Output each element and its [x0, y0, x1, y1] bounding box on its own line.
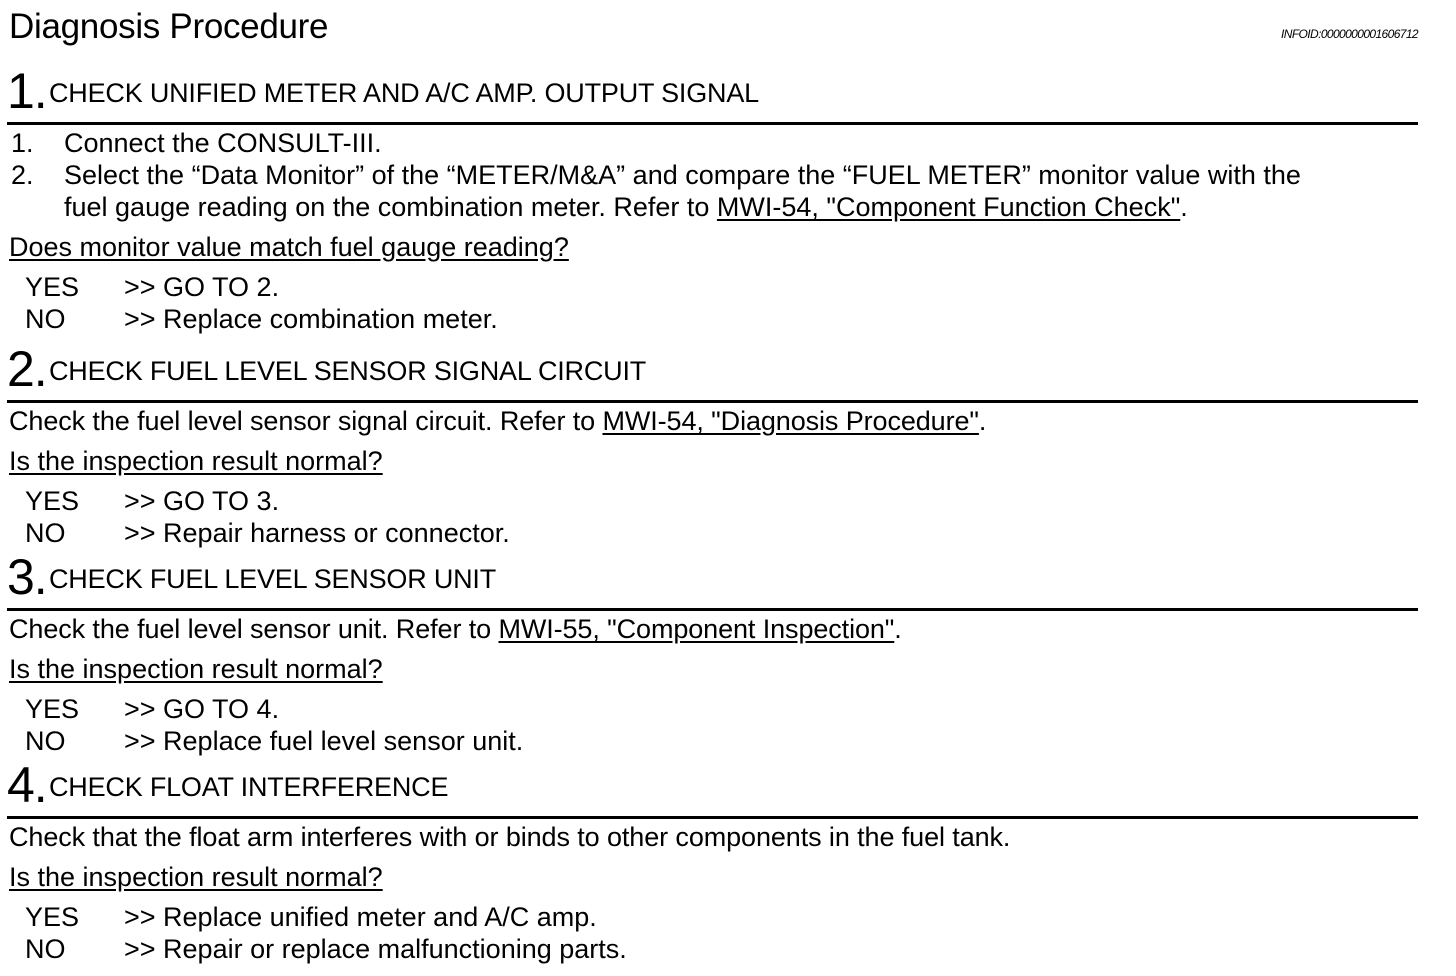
answer-text: >> GO TO 3. — [124, 486, 280, 516]
step-2 — [7, 342, 1419, 549]
info-id: INFOID:0000000001606712 — [1281, 27, 1418, 41]
step-body — [7, 405, 1419, 437]
answer-text: >> Replace combination meter. — [124, 304, 498, 334]
list-item — [7, 127, 1419, 159]
list-item — [7, 159, 1419, 223]
list-text: Select the “Data Monitor” of the “METER/M&A” and compare the “FUEL METER” monitor value with the — [64, 160, 1301, 190]
punctuation: . — [894, 614, 902, 644]
answer-text: >> GO TO 4. — [124, 694, 280, 724]
punctuation: . — [1180, 192, 1188, 222]
list-number: 2. — [11, 160, 34, 190]
question: Is the inspection result normal? — [9, 862, 383, 892]
divider — [7, 816, 1418, 819]
answer-key: NO — [25, 518, 66, 548]
answer-key: YES — [25, 902, 80, 932]
answer-key: NO — [25, 304, 66, 334]
answer-key: NO — [25, 934, 66, 964]
list-text: Connect the CONSULT-III. — [64, 128, 382, 158]
step-3 — [7, 550, 1419, 757]
answer-text: >> Replace fuel level sensor unit. — [124, 726, 524, 756]
step-title: CHECK FUEL LEVEL SENSOR UNIT — [49, 564, 497, 594]
page-title: Diagnosis Procedure — [9, 7, 329, 46]
reference-link[interactable]: MWI-55, "Component Inspection" — [498, 614, 895, 644]
step-header — [7, 64, 1419, 118]
list-text-continued: fuel gauge reading on the combination meter. Refer to — [64, 192, 717, 222]
step-body — [7, 613, 1419, 645]
step-4 — [7, 758, 1419, 965]
answer-no — [7, 725, 1419, 757]
answer-yes — [7, 693, 1419, 725]
punctuation: . — [978, 406, 987, 436]
step-title: CHECK UNIFIED METER AND A/C AMP. OUTPUT SIGNAL — [49, 78, 759, 108]
step-header — [7, 342, 1419, 396]
answers — [7, 901, 1419, 965]
answer-text: >> Replace unified meter and A/C amp. — [124, 902, 597, 932]
reference-link[interactable]: MWI-54, "Diagnosis Procedure" — [602, 406, 979, 436]
answers — [7, 485, 1419, 549]
question: Is the inspection result normal? — [9, 654, 383, 684]
answer-text: >> Repair harness or connector. — [124, 518, 510, 548]
answer-text: >> GO TO 2. — [124, 272, 280, 302]
step-number: 1. — [7, 63, 47, 119]
answer-no — [7, 933, 1419, 965]
answer-key: NO — [25, 726, 66, 756]
answer-key: YES — [25, 272, 80, 302]
divider — [7, 122, 1418, 125]
answers — [7, 693, 1419, 757]
divider — [7, 400, 1418, 403]
step-number: 4. — [7, 757, 47, 813]
answer-yes — [7, 485, 1419, 517]
answer-text: >> Repair or replace malfunctioning parts. — [124, 934, 627, 964]
step-header — [7, 758, 1419, 812]
body-text: Check the fuel level sensor signal circuit. Refer to — [9, 406, 603, 436]
step-header — [7, 550, 1419, 604]
divider — [7, 608, 1418, 611]
question: Is the inspection result normal? — [9, 446, 383, 476]
body-text: Check the fuel level sensor unit. Refer to — [9, 614, 499, 644]
step-title: CHECK FUEL LEVEL SENSOR SIGNAL CIRCUIT — [49, 356, 647, 386]
answer-no — [7, 303, 1419, 335]
list-number: 1. — [11, 128, 34, 158]
answer-key: YES — [25, 694, 80, 724]
answers — [7, 271, 1419, 335]
question: Does monitor value match fuel gauge reading? — [9, 232, 569, 262]
answer-yes — [7, 901, 1419, 933]
step-number: 2. — [7, 341, 47, 397]
answer-no — [7, 517, 1419, 549]
step-body: Check that the float arm interferes with or binds to other components in the fuel tank. — [9, 822, 1011, 852]
answer-yes — [7, 271, 1419, 303]
step-1 — [7, 64, 1419, 335]
reference-link[interactable]: MWI-54, "Component Function Check" — [716, 192, 1181, 222]
step-title: CHECK FLOAT INTERFERENCE — [49, 772, 449, 802]
answer-key: YES — [25, 486, 80, 516]
step-number: 3. — [7, 549, 47, 605]
